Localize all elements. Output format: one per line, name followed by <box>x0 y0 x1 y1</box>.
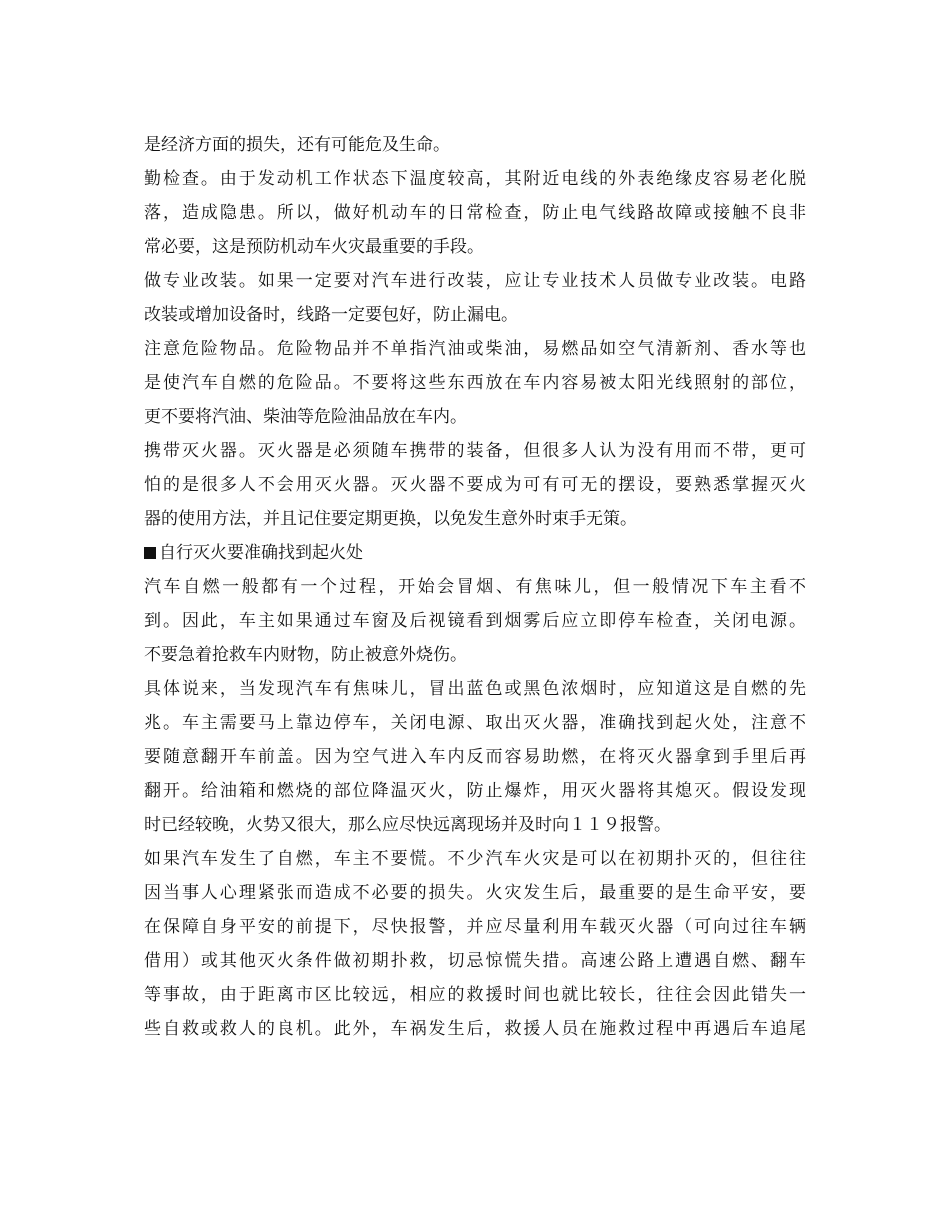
black-square-bullet-icon <box>144 547 156 559</box>
section-heading-text: 自行灭火要准确找到起火处 <box>159 543 363 563</box>
text-line-10: 携带灭火器。灭火器是必须随车携带的装备，但很多人认为没有用而不带，更可 <box>144 441 806 461</box>
text-line-26: 等事故，由于距离市区比较远，相应的救援时间也就比较长，往往会因此错失一 <box>144 985 806 1005</box>
text-line-18: 兆。车主需要马上靠边停车，关闭电源、取出灭火器，准确找到起火处，注意不 <box>144 713 806 733</box>
text-line-1: 是经济方面的损失，还有可能危及生命。 <box>144 135 450 155</box>
text-line-9: 更不要将汽油、柴油等危险油品放在车内。 <box>144 407 467 427</box>
text-line-8: 是使汽车自燃的危险品。不要将这些东西放在车内容易被太阳光线照射的部位， <box>144 373 806 393</box>
text-line-23: 因当事人心理紧张而造成不必要的损失。火灾发生后，最重要的是生命平安，要 <box>144 883 806 903</box>
text-line-12: 器的使用方法，并且记住要定期更换，以免发生意外时束手无策。 <box>144 509 637 529</box>
text-line-5: 做专业改装。如果一定要对汽车进行改装，应让专业技术人员做专业改装。电路 <box>144 271 806 291</box>
text-line-2: 勤检查。由于发动机工作状态下温度较高，其附近电线的外表绝缘皮容易老化脱 <box>144 169 806 189</box>
text-line-11: 怕的是很多人不会用灭火器。灭火器不要成为可有可无的摆设，要熟悉掌握灭火 <box>144 475 806 495</box>
text-line-19: 要随意翻开车前盖。因为空气进入车内反而容易助燃，在将灭火器拿到手里后再 <box>144 747 806 767</box>
text-line-4: 常必要，这是预防机动车火灾最重要的手段。 <box>144 237 484 257</box>
section-heading <box>144 536 806 570</box>
text-line-17: 具体说来，当发现汽车有焦味儿，冒出蓝色或黑色浓烟时，应知道这是自燃的先 <box>144 679 806 699</box>
text-line-22: 如果汽车发生了自燃，车主不要慌。不少汽车火灾是可以在初期扑灭的，但往往 <box>144 849 806 869</box>
text-line-21: 时已经较晚，火势又很大，那么应尽快远离现场并及时向１１９报警。 <box>144 815 671 835</box>
text-line-3: 落，造成隐患。所以，做好机动车的日常检查，防止电气线路故障或接触不良非 <box>144 203 806 223</box>
text-line-24: 在保障自身平安的前提下，尽快报警，并应尽量利用车载灭火器（可向过往车辆 <box>144 917 806 937</box>
text-line-16: 不要急着抢救车内财物，防止被意外烧伤。 <box>144 645 467 665</box>
text-line-6: 改装或增加设备时，线路一定要包好，防止漏电。 <box>144 305 518 325</box>
text-line-27: 些自救或救人的良机。此外，车祸发生后，救援人员在施救过程中再遇后车追尾 <box>144 1019 806 1039</box>
document-page <box>144 128 806 1046</box>
text-line-20: 翻开。给油箱和燃烧的部位降温灭火，防止爆炸，用灭火器将其熄灭。假设发现 <box>144 781 806 801</box>
text-line-15: 到。因此，车主如果通过车窗及后视镜看到烟雾后应立即停车检查，关闭电源。 <box>144 611 806 631</box>
text-line-7: 注意危险物品。危险物品并不单指汽油或柴油，易燃品如空气清新剂、香水等也 <box>144 339 806 359</box>
text-line-14: 汽车自燃一般都有一个过程，开始会冒烟、有焦味儿，但一般情况下车主看不 <box>144 577 806 597</box>
text-line-25: 借用）或其他灭火条件做初期扑救，切忌惊慌失措。高速公路上遭遇自燃、翻车 <box>144 951 806 971</box>
